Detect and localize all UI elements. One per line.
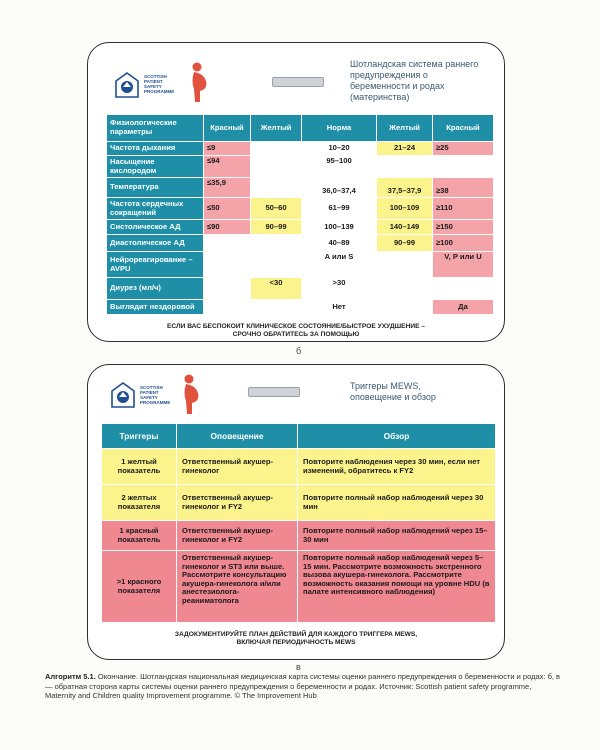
table-header-row [102, 424, 496, 449]
table-cell [204, 252, 251, 278]
table-row [102, 485, 496, 521]
table-cell: 61–99 [302, 198, 377, 220]
table-row [102, 551, 496, 623]
table-cell: ≥38 [433, 178, 494, 198]
table-cell: 21–24 [377, 142, 433, 156]
header-cell: Триггеры [102, 424, 177, 449]
table-cell: 100–139 [302, 220, 377, 235]
table-cell [433, 156, 494, 178]
mews-parameters-table [106, 114, 494, 315]
table-cell: 90–99 [377, 235, 433, 252]
header-cell: Норма [302, 115, 377, 142]
table-cell: Нет [302, 300, 377, 315]
table-cell [251, 142, 302, 156]
table-row [102, 521, 496, 551]
card-title: Триггеры MEWS, оповещение и обзор [350, 381, 436, 402]
trigger-cell: >1 красного показателя [102, 551, 177, 623]
header-cell: Обзор [298, 424, 496, 449]
table-cell: ≤35,9 [204, 178, 251, 198]
param-label: Нейрореагирование – AVPU [107, 252, 204, 278]
table-cell [433, 278, 494, 300]
table-cell: 140–149 [377, 220, 433, 235]
logo-text: SCOTTISH PATIENT SAFETY PROGRAMME [144, 74, 175, 94]
table-cell [251, 178, 302, 198]
alert-cell: Ответственный акушер-гинеколог и FY2 [177, 485, 298, 521]
table-cell [204, 278, 251, 300]
alert-cell: Ответственный акушер-гинеколог и ST3 или выше. Рассмотрите консультацию акушера-гинеколога и/или анестезиолога-реаниматолога [177, 551, 298, 623]
alert-cell: Ответственный акушер-гинеколог [177, 449, 298, 485]
header-cell: Оповещение [177, 424, 298, 449]
card-title: Шотландская система раннего предупреждения о беременности и родах (материнства) [350, 59, 479, 102]
table-cell: 95–100 [302, 156, 377, 178]
table-cell: ≥110 [433, 198, 494, 220]
table-row [102, 449, 496, 485]
table-row [107, 235, 494, 252]
panel-letter: в [296, 662, 301, 672]
table-cell: <30 [251, 278, 302, 300]
table-cell: 37,5–37,9 [377, 178, 433, 198]
caption-label: Алгоритм 5.1. [45, 672, 96, 681]
table-cell: >30 [302, 278, 377, 300]
review-cell: Повторите полный набор наблюдений через 15–30 мин [298, 521, 496, 551]
param-label: Частота дыхания [107, 142, 204, 156]
mews-triggers-card [87, 364, 505, 660]
caption-text: Окончание. Шотландская национальная медицинская карта системы оценки раннего предупреждения о беременности и родах: б, в — обратная сторона карты системы оценки раннего предупреждения о беременности и родах. Источник: Scottish patient safety programme, Maternity and Children quality Improvement programme. © The Improvement Hub [45, 672, 561, 701]
table-row [107, 300, 494, 315]
table-cell [377, 300, 433, 315]
header-cell: Желтый [377, 115, 433, 142]
scottish-patient-safety-logo-icon [114, 71, 140, 101]
param-label: Диурез (мл/ч) [107, 278, 204, 300]
table-cell: 36,0–37,4 [302, 178, 377, 198]
table-row [107, 220, 494, 235]
footnote-line: ВКЛЮЧАЯ ПЕРИОДИЧНОСТЬ MEWS [236, 639, 356, 646]
param-label: Насыщение кислородом [107, 156, 204, 178]
table-row [107, 178, 494, 198]
table-cell: 10–20 [302, 142, 377, 156]
table-cell: ≤9 [204, 142, 251, 156]
param-label: Температура [107, 178, 204, 198]
param-label: Диастолическое АД [107, 235, 204, 252]
footnote-line: ЗАДОКУМЕНТИРУЙТЕ ПЛАН ДЕЙСТВИЙ ДЛЯ КАЖДОГО ТРИГГЕРА MEWS, [174, 631, 418, 638]
scottish-patient-safety-logo-icon [110, 381, 136, 411]
table-row [107, 142, 494, 156]
table-cell: A или S [302, 252, 377, 278]
table-cell: 40–89 [302, 235, 377, 252]
trigger-cell: 2 желтых показателя [102, 485, 177, 521]
table-cell: 50–60 [251, 198, 302, 220]
footnote-line: СРОЧНО ОБРАТИТЕСЬ ЗА ПОМОЩЬЮ [232, 331, 360, 338]
param-label: Частота сердечных сокращений [107, 198, 204, 220]
pregnant-woman-icon [180, 373, 202, 420]
trigger-cell: 1 желтый показатель [102, 449, 177, 485]
table-row [107, 156, 494, 178]
review-cell: Повторите полный набор наблюдений через 30 мин [298, 485, 496, 521]
table-cell [251, 300, 302, 315]
table-cell [204, 235, 251, 252]
param-label: Систолическое АД [107, 220, 204, 235]
figure-caption [45, 672, 560, 701]
table-cell: 100–109 [377, 198, 433, 220]
card-slot [248, 387, 300, 397]
table-cell: Да [433, 300, 494, 315]
table-cell: ≤90 [204, 220, 251, 235]
table-header-row [107, 115, 494, 142]
card-footnote [88, 631, 504, 647]
table-cell: V, P или U [433, 252, 494, 278]
table-cell [251, 156, 302, 178]
card-slot [272, 77, 324, 87]
alert-cell: Ответственный акушер-гинеколог и FY2 [177, 521, 298, 551]
table-cell [204, 300, 251, 315]
header-cell: Красный [204, 115, 251, 142]
mews-chart-card [87, 42, 505, 342]
pregnant-woman-icon [188, 61, 210, 108]
table-cell: 90–99 [251, 220, 302, 235]
review-cell: Повторите наблюдения через 30 мин, если нет изменений, обратитесь к FY2 [298, 449, 496, 485]
table-cell [251, 252, 302, 278]
table-row [107, 198, 494, 220]
header-cell: Физиологические параметры [107, 115, 204, 142]
table-row [107, 252, 494, 278]
panel-letter: б [296, 346, 302, 356]
table-cell: ≥100 [433, 235, 494, 252]
table-cell: ≤94 [204, 156, 251, 178]
table-cell [377, 252, 433, 278]
table-cell [377, 278, 433, 300]
header-cell: Желтый [251, 115, 302, 142]
table-cell: ≥150 [433, 220, 494, 235]
table-row [107, 278, 494, 300]
footnote-line: ЕСЛИ ВАС БЕСПОКОИТ КЛИНИЧЕСКОЕ СОСТОЯНИЕ/БЫСТРОЕ УХУДШЕНИЕ – [167, 323, 425, 330]
table-cell: ≥25 [433, 142, 494, 156]
table-cell: ≤50 [204, 198, 251, 220]
param-label: Выглядит нездоровой [107, 300, 204, 315]
table-cell [251, 235, 302, 252]
header-cell: Красный [433, 115, 494, 142]
logo-text: SCOTTISH PATIENT SAFETY PROGRAMME [140, 385, 171, 405]
trigger-cell: 1 красный показатель [102, 521, 177, 551]
review-cell: Повторите полный набор наблюдений через 5–15 мин. Рассмотрите возможность экстренного вызова акушера-гинеколога. Рассмотрите возможность оказания помощи на уровне HDU (в палате интенсивного наблюдения) [298, 551, 496, 623]
card-footnote [88, 323, 504, 339]
table-cell [377, 156, 433, 178]
mews-triggers-table [101, 423, 496, 623]
